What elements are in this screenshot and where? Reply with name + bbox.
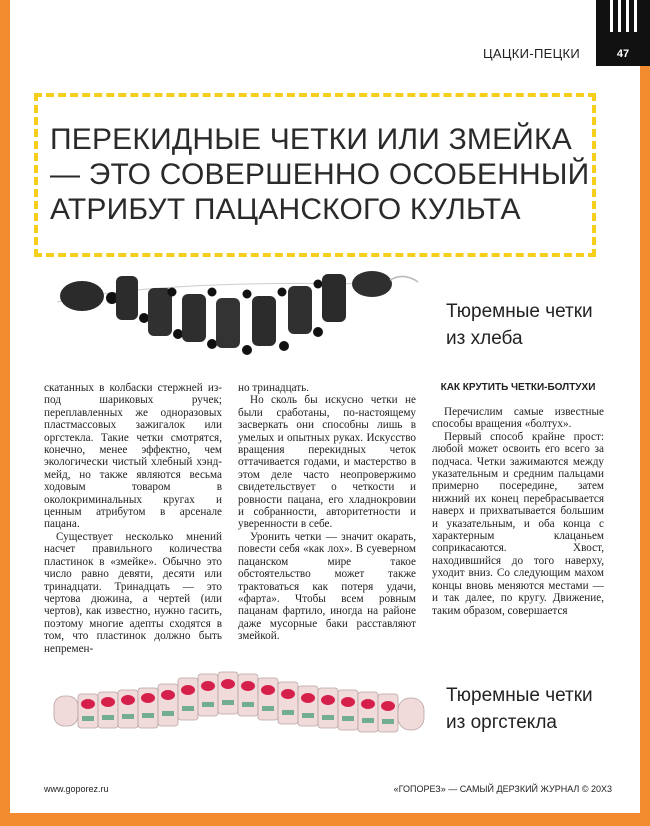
plexiglass-rosary-image: [44, 668, 434, 748]
section-title: ЦАЦКИ-ПЕЦКИ: [483, 46, 580, 61]
paragraph: Первый способ крайне прост: любой может освоить его всего за подчаса. Четки зажимаются между указательным и средним пальцами примерно посередине, затем нижний их конец перебрасывается наверх и прихватывается большим и указательным, и оба конца с характерным клацаньем соприкасаются. Хвост, находившийся до того наверху, уходит вниз. Со следующим махом концы вновь меняются местами — и так далее, по кругу. Движение, таким образом, совершается: [432, 430, 604, 617]
paragraph: Существует несколько мнений насчет правильного количества пластинок в «змейке». Обычно это число равно девяти, десяти или тринадцати. Тринадцать — это чертова дюжина, а чертей (или чертов), как известно, нужно гасить, поэтому многие адепты сходятся в том, что пластинок должно быть непремен-: [44, 530, 222, 655]
page-number-tab: [596, 0, 650, 66]
paragraph: но тринадцать.: [238, 382, 310, 394]
column-3: [432, 382, 604, 617]
column-2: [238, 382, 416, 643]
paragraph: скатанных в колбаски стержней из-под шариковых ручек; переплавленных же одноразовых пластмассовых зажигалок или оргстекла. Такие четки смотрятся, конечно, менее эффектно, чем экологически чистый хлебный хэнд-мейд, но также являются весьма ходовым товаром в околокриминальных кругах и ценным атрибутом в арсенале пацана.: [44, 382, 222, 531]
caption-plexiglass: Тюремные четки из оргстекла: [446, 685, 593, 733]
paragraph: Но сколь бы искусно четки не были сработаны, по-настоящему засверкать они способны лишь в умелых и опытных руках. Искусство вращения перекидных четок оттачивается годами, и мастерство в этом деле часто неопровержимо свидетельствует о четкости и ровности пацана, его хладнокровии и собранности, авторитетности и уверенности в себе.: [238, 394, 416, 531]
bread-rosary-image: [52, 262, 422, 362]
page-number: 47: [616, 48, 630, 60]
column-1: [44, 382, 222, 655]
caption-bread: Тюремные четки из хлеба: [446, 301, 593, 349]
sidebar-title: КАК КРУТИТЬ ЧЕТКИ-БОЛТУХИ: [440, 382, 596, 393]
footer-tagline: «ГОПОРЕЗ» — САМЫЙ ДЕРЗКИЙ ЖУРНАЛ © 20X3: [393, 784, 612, 794]
paragraph: Уронить четки — значит окарать, повести себя «как лох». В суеверном пацанском мире такое обстоятельство может также трактоваться как потеря удачи, «фарта». Чтобы всем ровным пацанам фартило, иногда на районе даже мусорные баки расставляют змейкой.: [238, 530, 416, 643]
footer-url[interactable]: www.goporez.ru: [44, 784, 109, 794]
headline: ПЕРЕКИДНЫЕ ЧЕТКИ ИЛИ ЗМЕЙКА — ЭТО СОВЕРШЕННО ОСОБЕННЫЙ АТРИБУТ ПАЦАНСКОГО КУЛЬТА: [50, 123, 590, 226]
paragraph: Перечислим самые известные способы вращения «болтух».: [432, 406, 604, 431]
